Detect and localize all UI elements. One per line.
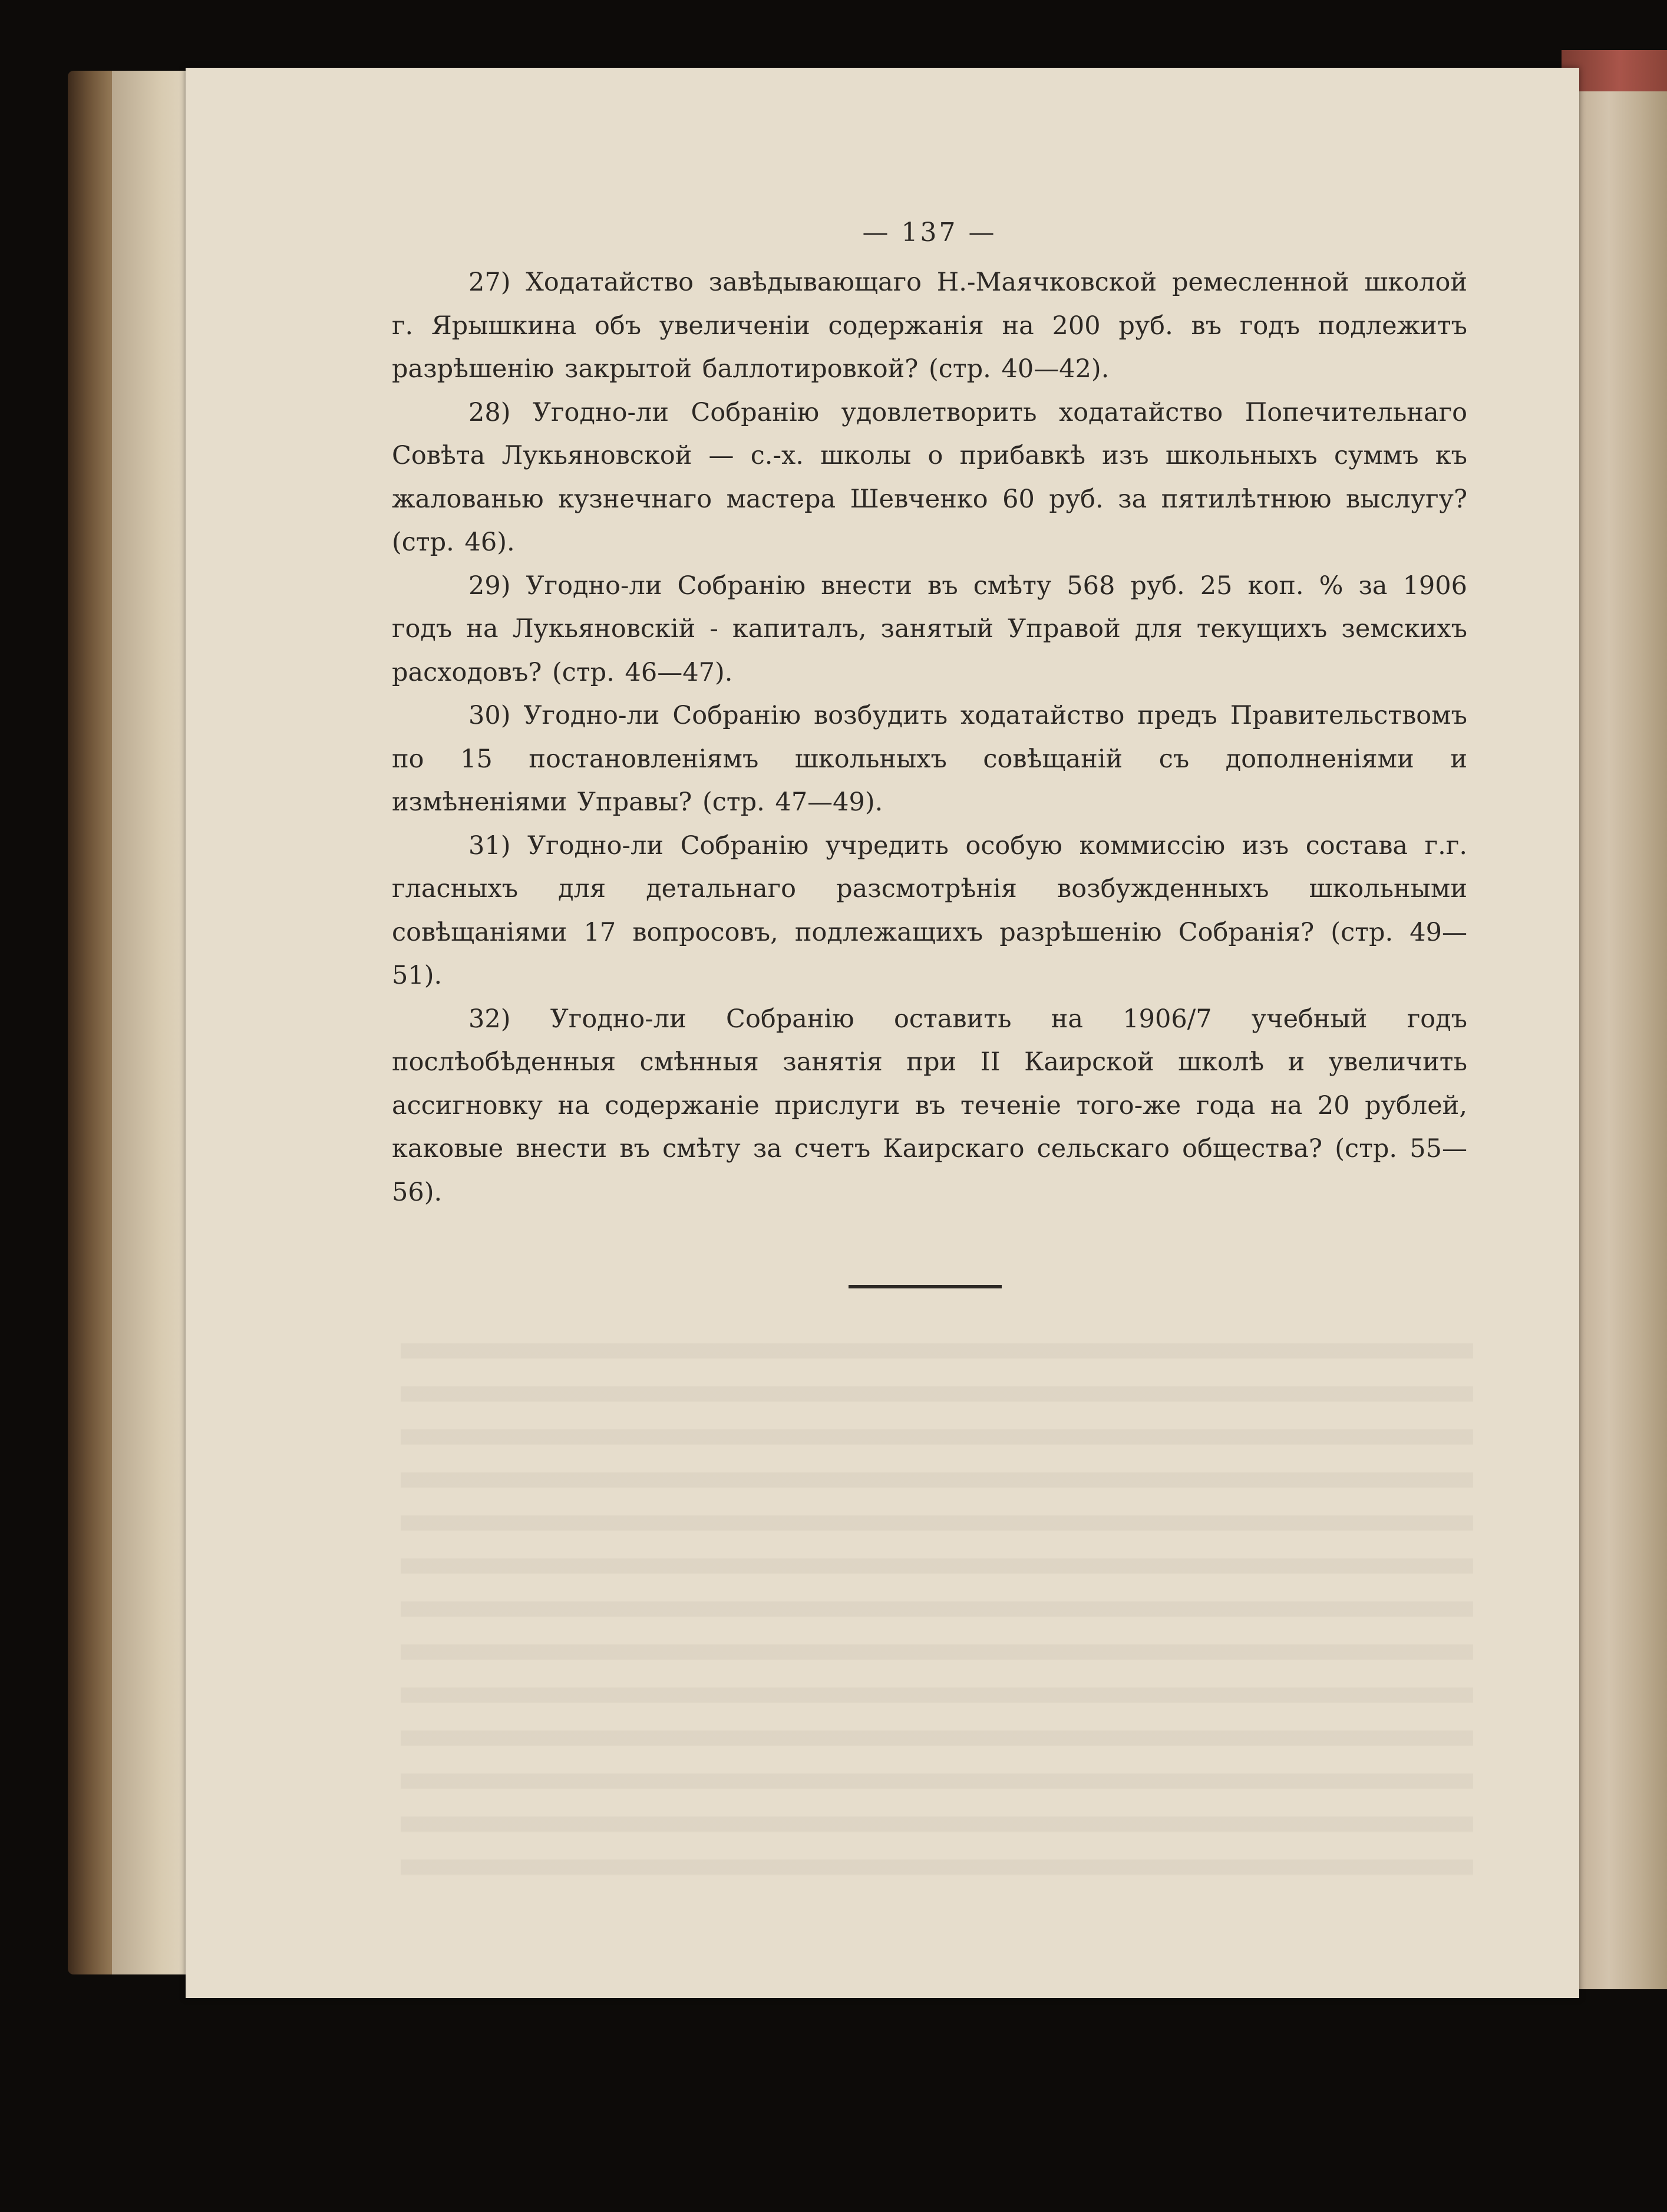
list-item: 28) Угодно-ли Собранію удовлетворить ходатайство Попечительнаго Совѣта Лукьяновской — с.-х. школы о прибавкѣ изъ школьныхъ суммъ къ жалованью кузнечнаго мастера Шевченко 60 руб. за пятилѣтнюю выслугу? (стр. 46). bbox=[392, 397, 1467, 557]
closing-rule bbox=[849, 1285, 1002, 1288]
list-item: 29) Угодно-ли Собранію внести въ смѣту 568 руб. 25 коп. % за 1906 годъ на Лукьяновскій - капиталъ, занятый Управой для текущихъ земскихъ расходовъ? (стр. 46—47). bbox=[392, 571, 1467, 687]
list-item: 32) Угодно-ли Собранію оставить на 1906/7 учебный годъ послѣобѣденныя смѣнныя занятія при II Каирской школѣ и увеличить ассигновку на содержаніе прислуги въ теченіе того-же года на 20 рублей, каковые внести въ смѣту за счетъ Каирскаго сельскаго общества? (стр. 55—56). bbox=[392, 1004, 1467, 1207]
bleed-through-text bbox=[401, 1320, 1473, 1898]
page-text-block bbox=[392, 209, 1467, 1214]
page-edge-left bbox=[112, 71, 194, 1974]
page-number: — 137 — bbox=[862, 217, 997, 248]
list-item: 27) Ходатайство завѣдывающаго Н.-Маячковской ремесленной школой г. Ярышкина объ увеличеніи содержанія на 200 руб. въ годъ подлежитъ разрѣшенію закрытой баллотировкой? (стр. 40—42). bbox=[392, 268, 1467, 384]
list-item: 31) Угодно-ли Собранію учредить особую коммиссію изъ состава г.г. гласныхъ для детальнаго разсмотрѣнія возбужденныхъ школьными совѣщаніями 17 вопросовъ, подлежащихъ разрѣшенію Собранія? (стр. 49—51). bbox=[392, 830, 1467, 990]
list-item: 30) Угодно-ли Собранію возбудить ходатайство предъ Правительствомъ по 15 постановленіямъ школьныхъ совѣщаній съ дополненіями и измѣненіями Управы? (стр. 47—49). bbox=[392, 701, 1467, 817]
